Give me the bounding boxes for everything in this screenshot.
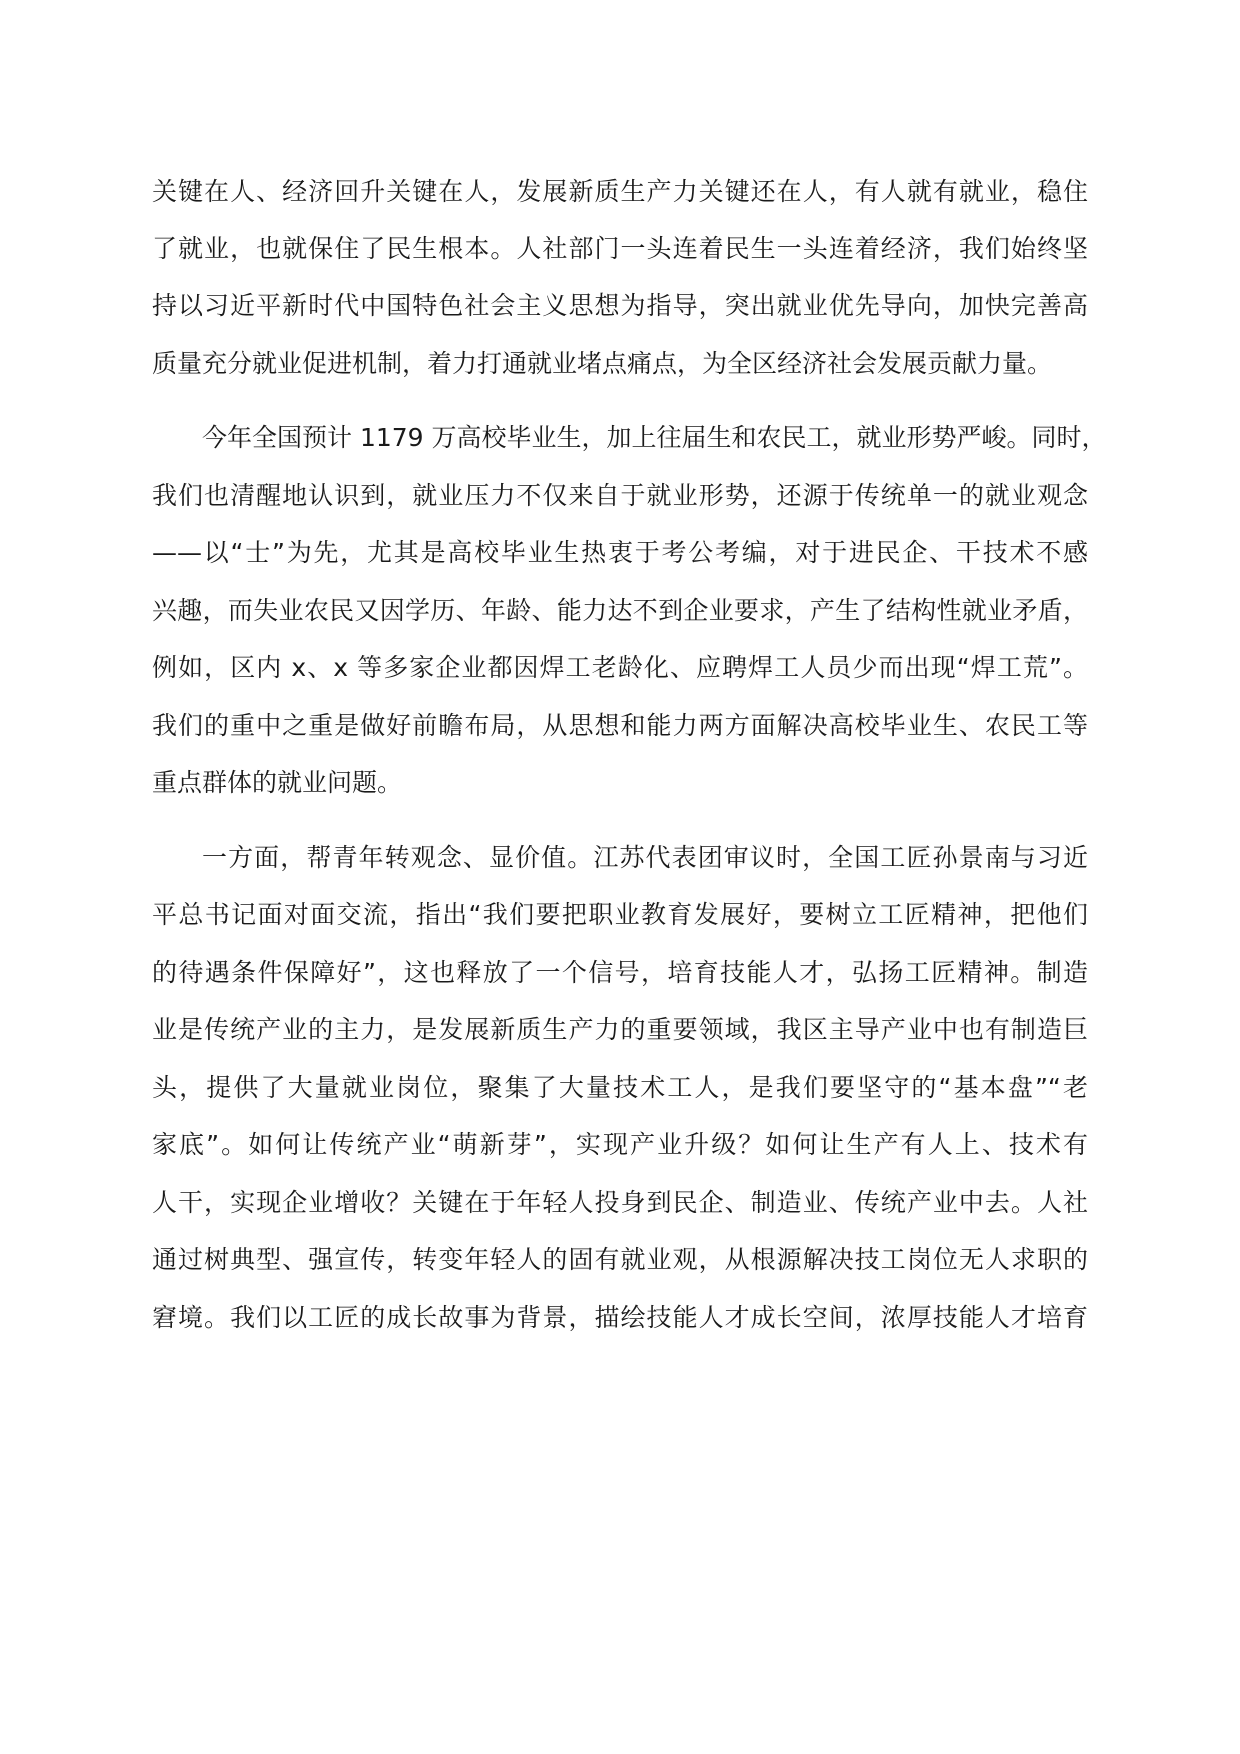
body-line-9: 例如，区内 x、x 等多家企业都因焊工老龄化、应聘焊工人员少而出现“焊工荒”。: [152, 653, 1088, 682]
body-line-18: 人干，实现企业增收？关键在于年轻人投身到民企、制造业、传统产业中去。人社: [152, 1188, 1088, 1217]
body-line-16: 头，提供了大量就业岗位，聚集了大量技术工人，是我们要坚守的“基本盘”“老: [152, 1073, 1088, 1102]
body-line-12: 一方面，帮青年转观念、显价值。江苏代表团审议时，全国工匠孙景南与习近: [202, 843, 1088, 872]
body-line-4: 质量充分就业促进机制，着力打通就业堵点痛点，为全区经济社会发展贡献力量。: [152, 349, 1053, 378]
body-line-3: 持以习近平新时代中国特色社会主义思想为指导，突出就业优先导向，加快完善高: [152, 291, 1088, 320]
body-line-19: 通过树典型、强宣传，转变年轻人的固有就业观，从根源解决技工岗位无人求职的: [152, 1245, 1088, 1274]
body-line-8: 兴趣，而失业农民又因学历、年龄、能力达不到企业要求，产生了结构性就业矛盾，: [152, 596, 1088, 625]
body-line-2: 了就业，也就保住了民生根本。人社部门一头连着民生一头连着经济，我们始终坚: [152, 234, 1088, 263]
body-line-15: 业是传统产业的主力，是发展新质生产力的重要领域，我区主导产业中也有制造巨: [152, 1015, 1088, 1044]
body-line-14: 的待遇条件保障好”，这也释放了一个信号，培育技能人才，弘扬工匠精神。制造: [152, 958, 1088, 987]
body-line-1: 关键在人、经济回升关键在人，发展新质生产力关键还在人，有人就有就业，稳住: [152, 177, 1088, 206]
body-line-7: ——以“士”为先，尤其是高校毕业生热衷于考公考编，对于进民企、干技术不感: [152, 538, 1088, 567]
body-line-17: 家底”。如何让传统产业“萌新芽”，实现产业升级？如何让生产有人上、技术有: [152, 1130, 1088, 1159]
body-line-5: 今年全国预计 1179 万高校毕业生，加上往届生和农民工，就业形势严峻。同时，: [202, 423, 1107, 452]
body-line-13: 平总书记面对面交流，指出“我们要把职业教育发展好，要树立工匠精神，把他们: [152, 900, 1088, 929]
body-line-11: 重点群体的就业问题。: [152, 768, 403, 797]
body-line-20: 窘境。我们以工匠的成长故事为背景，描绘技能人才成长空间，浓厚技能人才培育: [152, 1303, 1088, 1332]
body-line-6: 我们也清醒地认识到，就业压力不仅来自于就业形势，还源于传统单一的就业观念: [152, 481, 1088, 510]
body-line-10: 我们的重中之重是做好前瞻布局，从思想和能力两方面解决高校毕业生、农民工等: [152, 711, 1088, 740]
